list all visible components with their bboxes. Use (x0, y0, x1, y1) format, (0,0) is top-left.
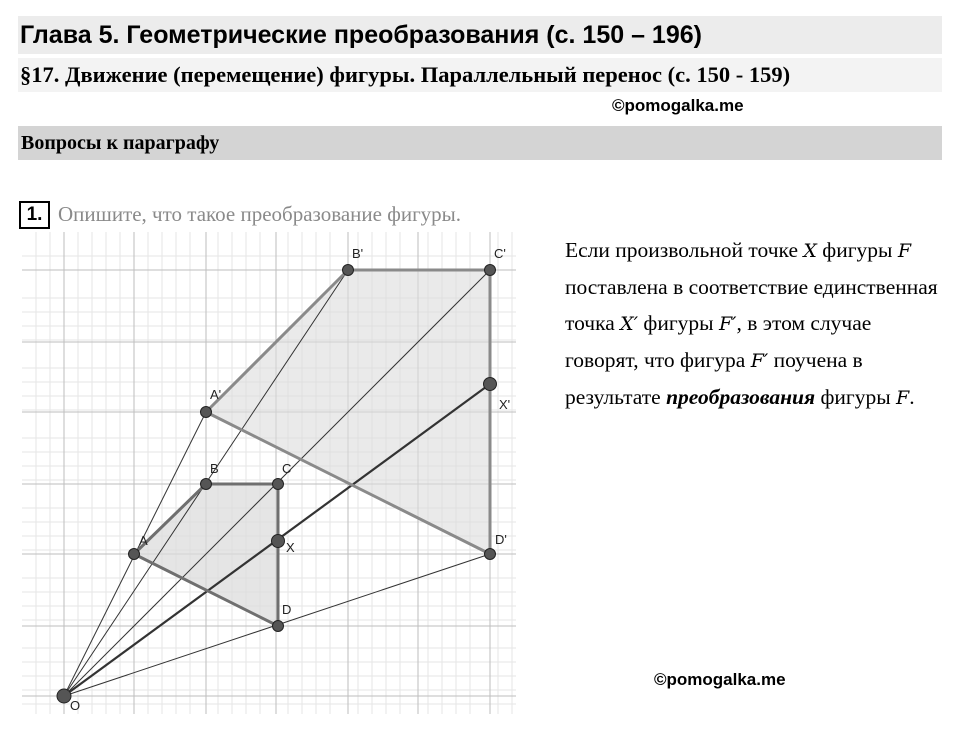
label-d-prime: D' (495, 532, 507, 547)
point-d (273, 621, 284, 632)
point-a-prime (201, 407, 212, 418)
label-x: X (286, 540, 295, 555)
point-d-prime (485, 549, 496, 560)
label-x-prime: X' (499, 397, 511, 412)
point-x-prime (484, 378, 497, 391)
watermark-bottom: ©pomogalka.me (654, 670, 786, 689)
question-text: Опишите, что такое преобразование фигуры. (58, 202, 462, 226)
label-a: A (139, 533, 148, 548)
point-x (272, 535, 285, 548)
answer-part: , в этом случае говорят, что фигура (565, 311, 872, 372)
chapter-title: Глава 5. Геометрические преобразования (с. 150 – 196) (20, 21, 702, 49)
answer-part: фигуры (638, 311, 719, 335)
transformation-figure (22, 232, 516, 714)
label-c-prime: C' (494, 246, 506, 261)
answer-part: поучена в результате (565, 348, 863, 409)
section-title: §17. Движение (перемещение) фигуры. Параллельный перенос (с. 150 - 159) (20, 62, 791, 87)
point-c-prime (485, 265, 496, 276)
label-b: B (210, 461, 219, 476)
point-c (273, 479, 284, 490)
answer-term: преобразования (666, 385, 816, 409)
question-number: 1. (19, 201, 50, 229)
questions-heading: Вопросы к параграфу (21, 132, 220, 154)
math-f: F (896, 387, 910, 409)
math-f: F (897, 240, 912, 262)
point-o (57, 689, 71, 703)
answer-part: Если произвольной точке (565, 238, 804, 262)
label-c: C (282, 461, 292, 476)
label-b-prime: B' (352, 246, 364, 261)
math-f-prime: F′ (750, 350, 769, 372)
label-d: D (282, 602, 292, 617)
label-o: O (70, 698, 81, 713)
point-b-prime (343, 265, 354, 276)
answer-part: . (909, 385, 915, 409)
answer-text (565, 232, 945, 416)
answer-part: поставлена в соответствие единственная точка (565, 275, 938, 335)
math-f-prime: F′ (718, 313, 737, 335)
label-a-prime: A' (210, 387, 222, 402)
answer-part: фигуры (816, 238, 898, 262)
answer-part: фигуры (815, 385, 897, 409)
point-b (201, 479, 212, 490)
point-a (129, 549, 140, 560)
math-x-prime: X′ (620, 313, 639, 335)
math-x: X (803, 240, 817, 262)
watermark-top: ©pomogalka.me (612, 96, 744, 115)
